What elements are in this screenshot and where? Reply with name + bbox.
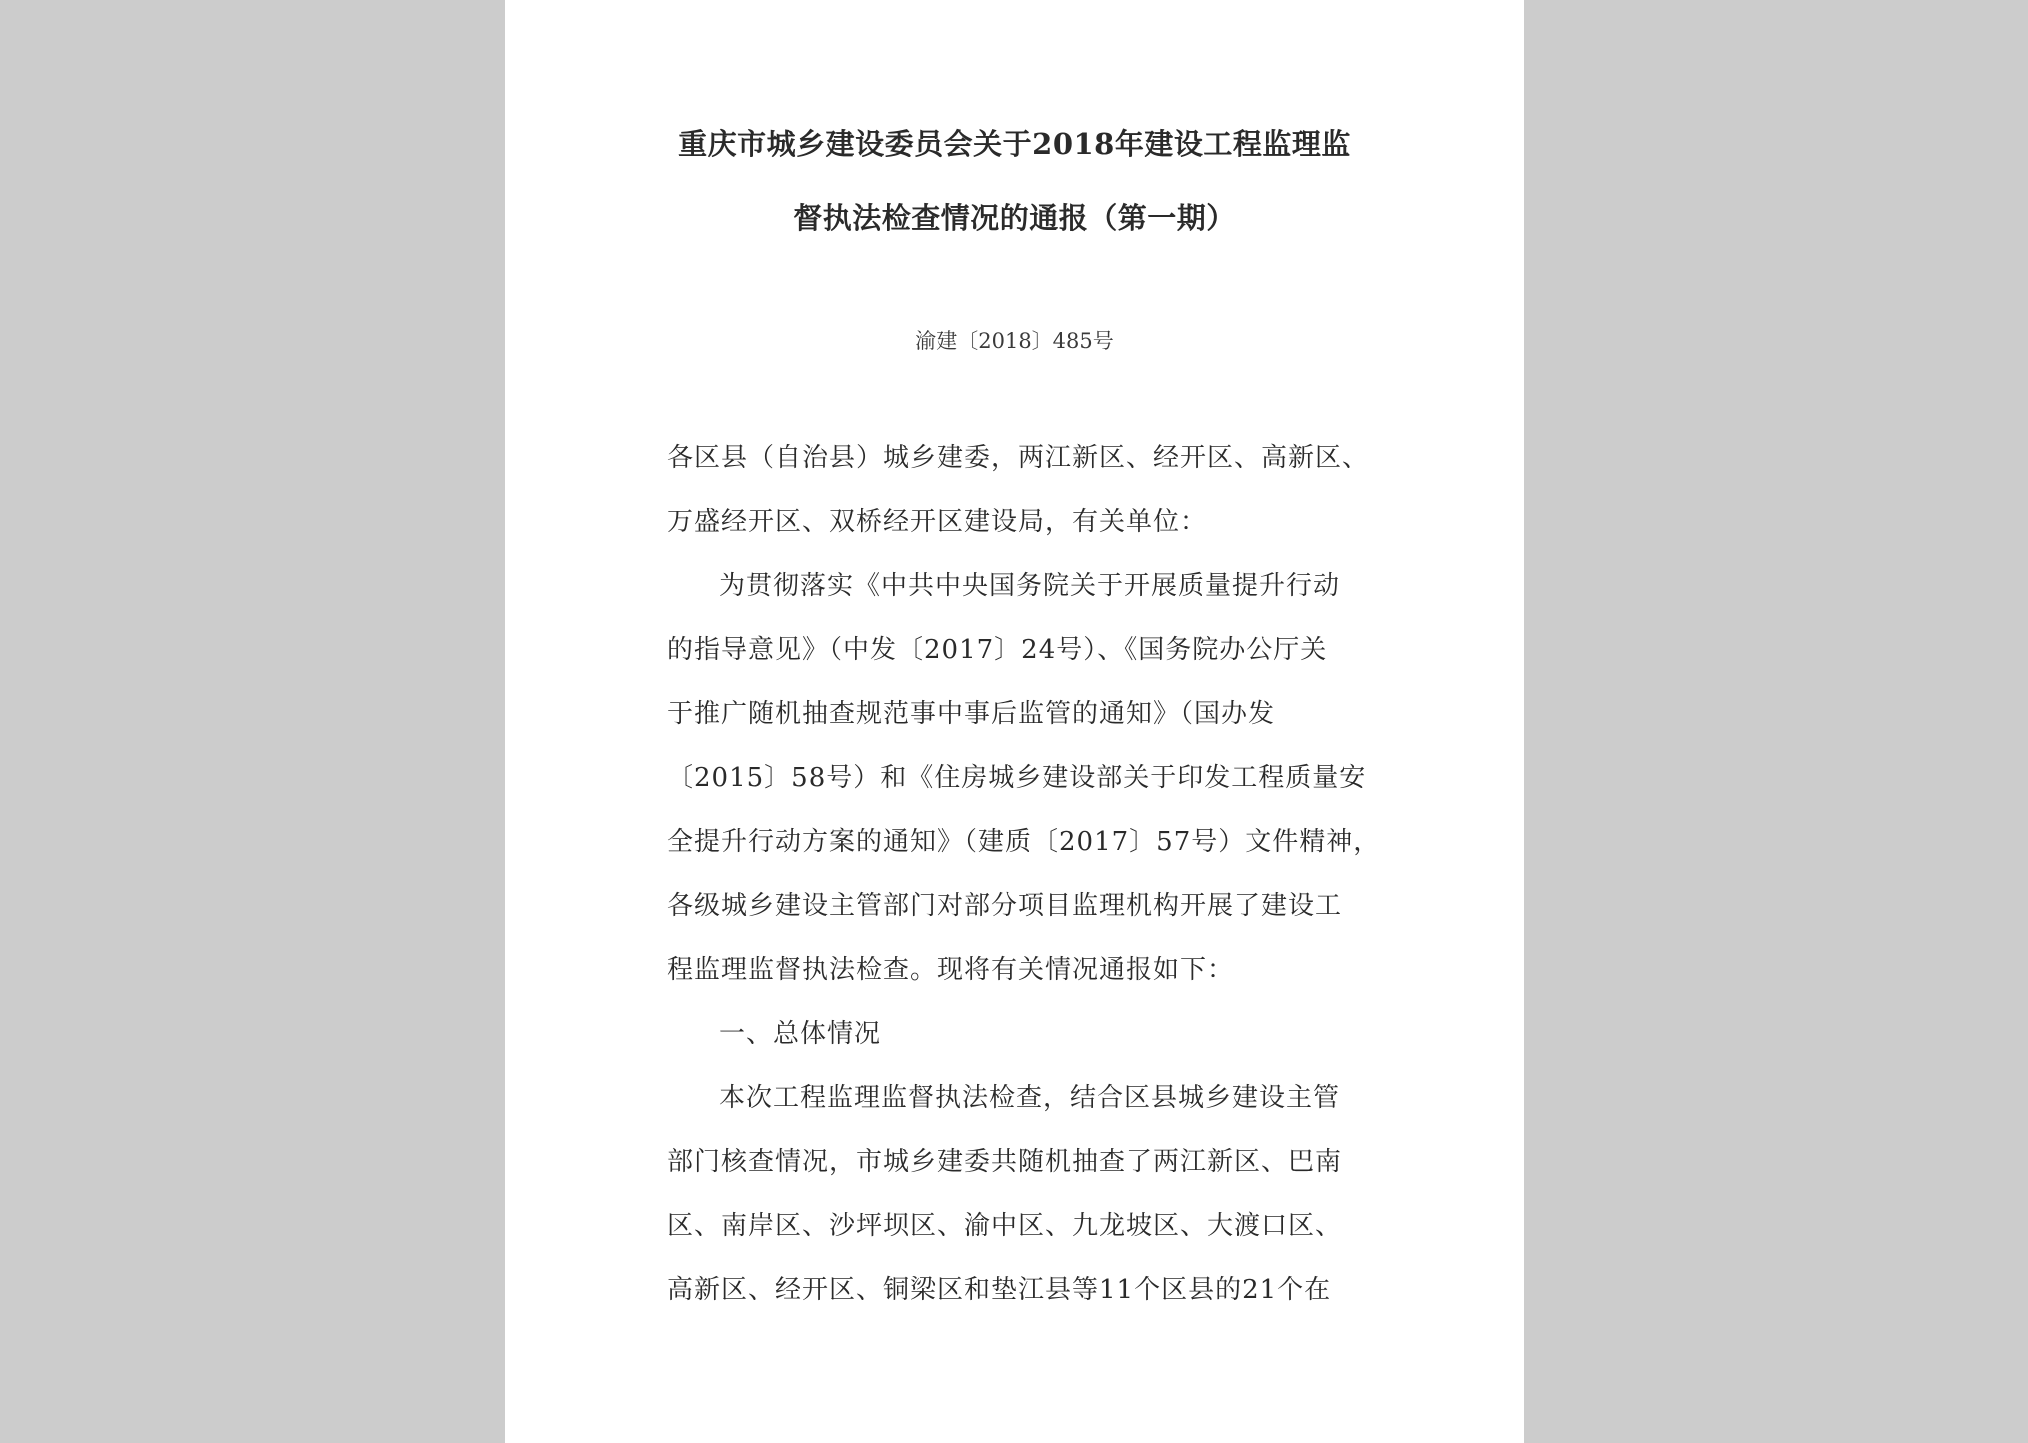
body-line: 各区县（自治县）城乡建委，两江新区、经开区、高新区、 xyxy=(667,443,1370,473)
document-number: 渝建〔2018〕485号 xyxy=(915,329,1114,353)
body-line: 本次工程监理监督执法检查，结合区县城乡建设主管 xyxy=(719,1083,1341,1113)
body-line: 高新区、经开区、铜梁区和垫江县等11个区县的21个在 xyxy=(667,1275,1332,1305)
document-page xyxy=(505,0,1524,1443)
body-line: 为贯彻落实《中共中央国务院关于开展质量提升行动 xyxy=(719,571,1341,601)
document-title-line-1: 重庆市城乡建设委员会关于2018年建设工程监理监 xyxy=(678,127,1351,161)
body-line: 部门核查情况，市城乡建委共随机抽查了两江新区、巴南 xyxy=(667,1147,1343,1177)
body-line: 的指导意见》（中发〔2017〕24号）、《国务院办公厅关 xyxy=(667,635,1328,665)
body-line: 〔2015〕58号）和《住房城乡建设部关于印发工程质量安 xyxy=(667,763,1367,793)
body-line: 区、南岸区、沙坪坝区、渝中区、九龙坡区、大渡口区、 xyxy=(667,1211,1343,1241)
document-title-line-2: 督执法检查情况的通报（第一期） xyxy=(793,201,1236,235)
body-line: 全提升行动方案的通知》（建质〔2017〕57号）文件精神， xyxy=(667,827,1381,857)
body-line: 程监理监督执法检查。现将有关情况通报如下： xyxy=(667,955,1235,985)
body-line: 万盛经开区、双桥经开区建设局，有关单位： xyxy=(667,507,1208,537)
section-heading: 一、总体情况 xyxy=(719,1019,882,1049)
body-line: 于推广随机抽查规范事中事后监管的通知》（国办发 xyxy=(667,699,1276,729)
body-line: 各级城乡建设主管部门对部分项目监理机构开展了建设工 xyxy=(667,891,1343,921)
